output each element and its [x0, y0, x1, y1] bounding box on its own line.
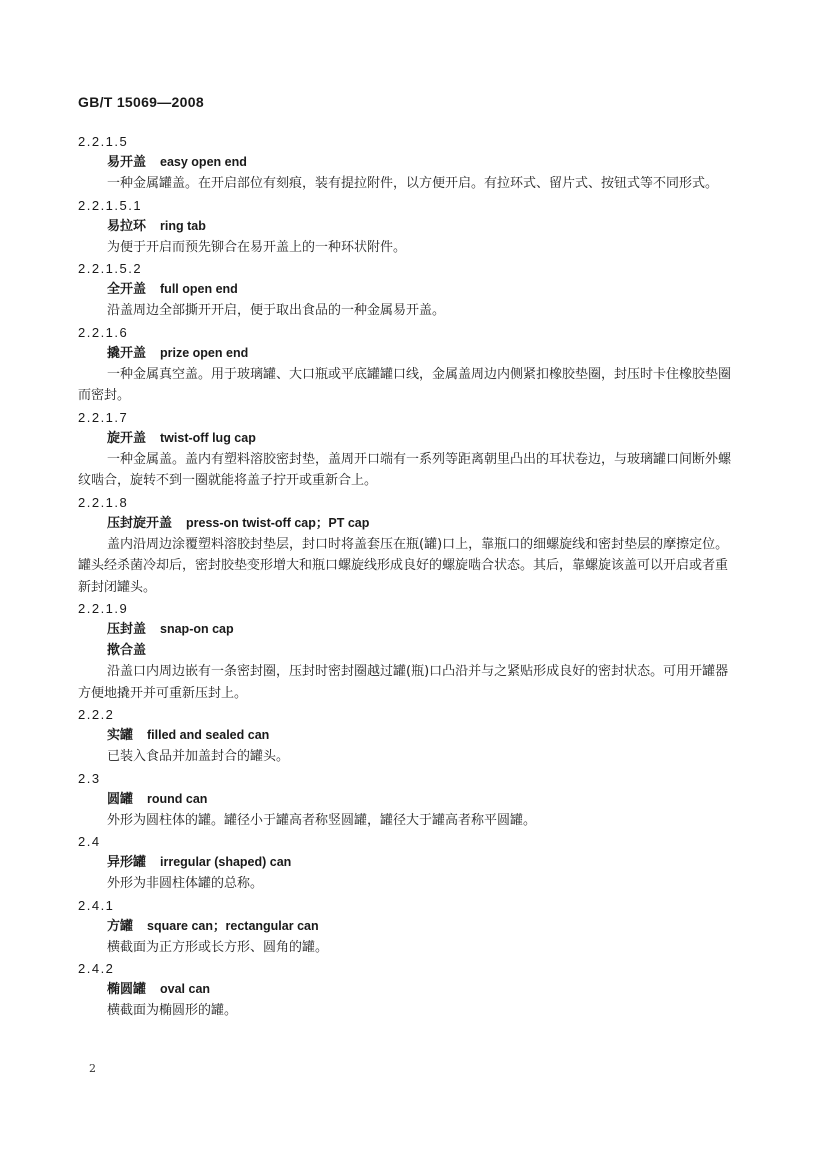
term-english: easy open end [160, 155, 247, 169]
clause-number: 2.2.1.9 [78, 601, 129, 616]
term-entry [0, 322, 827, 407]
term-entry [0, 195, 827, 259]
term-entry [0, 895, 827, 959]
term-entry [0, 407, 827, 492]
term-definition: 沿盖周边全部撕开开启，便于取出食品的一种金属易开盖。 [107, 303, 446, 318]
term-definition: 一种金属真空盖。用于玻璃罐、大口瓶或平底罐罐口线，金属盖周边内侧紧扣橡胶垫圈，封压时卡住橡胶垫圈而密封。 [78, 366, 732, 403]
clause-number: 2.2.2 [78, 707, 115, 722]
term-chinese: 方罐 [107, 918, 134, 934]
term-chinese: 实罐 [107, 728, 134, 743]
term-english: round can [147, 791, 208, 806]
term-heading [107, 789, 827, 810]
term-chinese: 易拉环 [107, 218, 147, 234]
term-chinese: 椭圆罐 [107, 982, 147, 997]
term-heading [107, 725, 827, 746]
term-entry [0, 704, 827, 768]
clause-number: 2.2.1.5.2 [78, 261, 143, 276]
term-entry [0, 768, 827, 832]
clause-number: 2.2.1.5.1 [78, 197, 143, 213]
clause-number: 2.2.1.7 [78, 409, 129, 425]
term-entry [0, 598, 827, 704]
term-english: filled and sealed can [147, 728, 270, 742]
term-chinese: 撬开盖 [107, 345, 147, 361]
term-heading [107, 513, 827, 534]
term-definition: 横截面为椭圆形的罐。 [107, 1003, 238, 1018]
term-entry [0, 958, 827, 1022]
term-heading [107, 216, 827, 237]
term-entry [0, 258, 827, 322]
term-definition: 沿盖口内周边嵌有一条密封圈，压封时密封圈越过罐(瓶)口凸沿并与之紧贴形成良好的密封状态。可用开罐器方便地撬开并可重新压封上。 [78, 664, 729, 701]
term-heading [107, 279, 827, 300]
term-chinese-synonym: 揿合盖 [107, 643, 147, 658]
term-heading [107, 852, 827, 873]
clause-number: 2.4.1 [78, 897, 115, 913]
term-english: ring tab [160, 218, 206, 233]
term-english: prize open end [160, 345, 249, 360]
term-definition: 已装入食品并加盖封合的罐头。 [107, 749, 290, 764]
clause-number: 2.2.1.5 [78, 134, 129, 149]
term-english: full open end [160, 282, 238, 296]
term-definition: 盖内沿周边涂覆塑料溶胶封垫层，封口时将盖套压在瓶(罐)口上，靠瓶口的细螺旋线和密封垫层的摩擦定位。罐头经杀菌冷却后，密封胶垫变形增大和瓶口螺旋线形成良好的螺旋啮合状态。其后，靠螺旋该盖可以开启或者重新封闭罐头。 [78, 536, 729, 595]
term-heading [107, 916, 827, 937]
term-english: square can；rectangular can [147, 918, 319, 933]
term-chinese: 圆罐 [107, 791, 134, 807]
term-chinese: 旋开盖 [107, 430, 147, 446]
term-chinese: 易开盖 [107, 155, 147, 170]
term-definition: 横截面为正方形或长方形、圆角的罐。 [107, 939, 329, 955]
page-number: 2 [89, 1062, 96, 1075]
term-english: twist-off lug cap [160, 430, 256, 445]
clause-number: 2.4.2 [78, 961, 115, 976]
clause-number: 2.3 [78, 770, 101, 786]
term-chinese: 压封盖 [107, 622, 147, 637]
term-english: press-on twist-off cap；PT cap [186, 515, 370, 530]
term-chinese: 异形罐 [107, 855, 147, 870]
term-chinese: 压封旋开盖 [107, 515, 173, 531]
term-entry [0, 131, 827, 195]
term-definition: 外形为圆柱体的罐。罐径小于罐高者称竖圆罐，罐径大于罐高者称平圆罐。 [107, 812, 537, 828]
term-english: oval can [160, 982, 211, 996]
term-english: snap-on cap [160, 622, 234, 636]
term-definition: 一种金属盖。盖内有塑料溶胶密封垫，盖周开口端有一系列等距离朝里凸出的耳状卷边，与玻璃罐口间断外螺纹啮合，旋转不到一圈就能将盖子拧开或重新合上。 [78, 451, 732, 488]
standard-code-header: GB/T 15069—2008 [78, 94, 204, 110]
term-heading [107, 979, 827, 1000]
clause-number: 2.4 [78, 834, 101, 849]
term-heading-synonym [107, 640, 827, 661]
term-entries [0, 131, 827, 1022]
term-entry [0, 831, 827, 895]
term-heading [107, 619, 827, 640]
term-heading [107, 152, 827, 173]
clause-number: 2.2.1.6 [78, 324, 129, 340]
clause-number: 2.2.1.8 [78, 494, 129, 510]
term-entry [0, 492, 827, 599]
term-heading [107, 343, 827, 364]
term-definition: 一种金属罐盖。在开启部位有刻痕，装有提拉附件，以方便开启。有拉环式、留片式、按钮式等不同形式。 [107, 176, 719, 191]
term-chinese: 全开盖 [107, 282, 147, 297]
term-definition: 为便于开启而预先铆合在易开盖上的一种环状附件。 [107, 239, 407, 255]
term-definition: 外形为非圆柱体罐的总称。 [107, 876, 264, 891]
term-heading [107, 428, 827, 449]
term-english: irregular (shaped) can [160, 855, 292, 869]
